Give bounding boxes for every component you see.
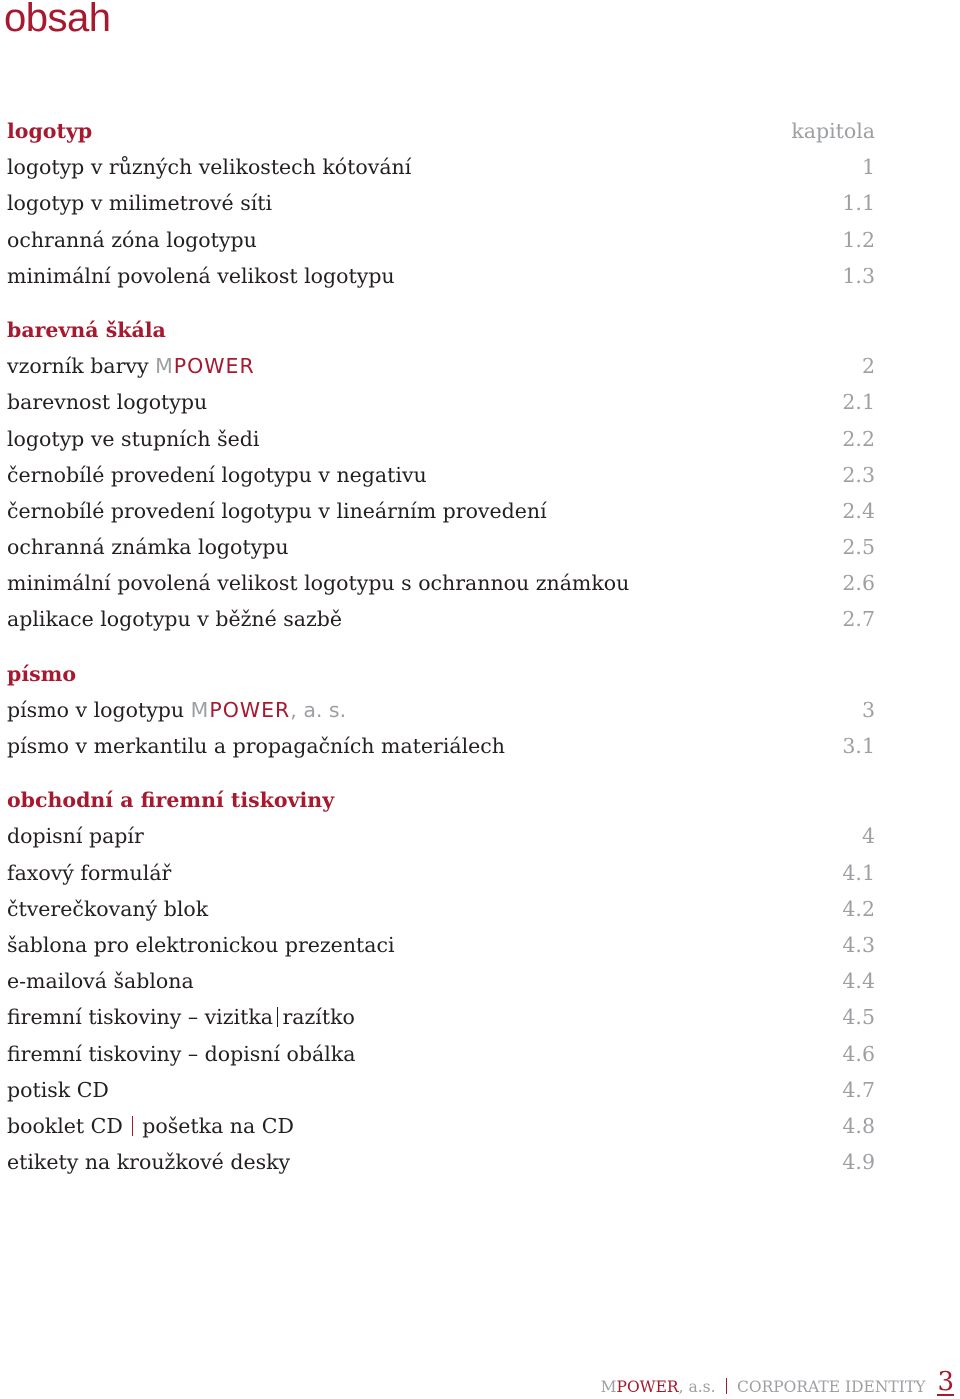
toc-entry[interactable] [7,1108,875,1144]
toc-entry-number: 2 [861,354,875,379]
brand-name [155,354,255,378]
toc-entry[interactable] [7,692,875,728]
toc-entry-number: 4.1 [842,860,875,885]
brand-initial: M [155,354,174,379]
toc-entry-label: černobílé provedení logotypu v negativu [7,462,427,487]
toc-entry[interactable] [7,963,875,999]
toc-entry-label: barevnost logotypu [7,390,208,415]
toc-entry-number: 2.5 [842,535,875,560]
chapter-column-label: kapitola [791,119,875,143]
toc-heading[interactable] [7,312,875,348]
toc-entry-label: potisk CD [7,1077,109,1102]
toc-entry-number: 2.1 [842,390,875,415]
toc-entry-number: 1 [861,155,875,180]
toc-heading-label: písmo [7,661,77,686]
toc-entry-label: minimální povolená velikost logotypu [7,263,395,288]
toc-entry[interactable] [7,927,875,963]
toc-section-tiskoviny [7,782,875,1180]
toc-entry-label: šablona pro elektronickou prezentaci [7,932,395,957]
toc-heading-label: logotyp [7,119,93,143]
toc-entry-label: písmo v merkantilu a propagačních materiálech [7,734,505,758]
toc-entry[interactable] [7,1144,875,1180]
separator-bar [277,1007,279,1027]
toc-entry-label: razítko [282,1005,355,1030]
page-number: 3 [937,1367,954,1397]
toc-entry-number: 3 [861,697,875,722]
toc-entry[interactable] [7,348,875,384]
toc-entry[interactable] [7,601,875,637]
toc-entry[interactable] [7,529,875,565]
table-of-contents [7,113,875,1198]
toc-entry-number: 2.4 [842,498,875,523]
toc-entry-number: 4.8 [842,1113,875,1138]
toc-heading-label: obchodní a firemní tiskoviny [7,788,335,813]
toc-entry-number: 4.9 [842,1150,875,1175]
toc-entry-number: 2.7 [842,607,875,632]
toc-entry-number: 4 [861,824,875,849]
toc-entry-label: logotyp v různých velikostech kótování [7,155,412,180]
brand-initial: M [190,697,210,722]
toc-entry-number: 2.3 [842,462,875,487]
toc-entry-number: 4.7 [842,1077,875,1102]
toc-heading[interactable] [7,782,875,818]
toc-entry-label: černobílé provedení logotypu v lineárním provedení [7,498,547,523]
toc-heading[interactable] [7,656,875,692]
toc-entry[interactable] [7,1072,875,1108]
toc-entry-number: 2.6 [842,571,875,596]
toc-entry-label: ochranná známka logotypu [7,535,289,560]
toc-entry[interactable] [7,891,875,927]
toc-entry-number: 2.2 [842,426,875,451]
toc-heading[interactable] [7,113,875,149]
toc-entry-number: 4.5 [842,1005,875,1030]
toc-entry-number: 4.6 [842,1041,875,1066]
toc-entry-label: vzorník barvy [7,354,149,379]
toc-entry[interactable] [7,1036,875,1072]
toc-entry-label: aplikace logotypu v běžné sazbě [7,607,343,632]
toc-entry-label: e-mailová šablona [7,969,194,994]
toc-entry-number: 1.2 [842,227,875,252]
toc-entry[interactable] [7,457,875,493]
toc-entry-label: logotyp ve stupních šedi [7,426,260,451]
toc-entry[interactable] [7,149,875,185]
toc-entry-label: etikety na kroužkové desky [7,1150,291,1175]
toc-entry[interactable] [7,258,875,294]
toc-entry-label: booklet CD [7,1113,123,1138]
toc-entry-label: firemní tiskoviny – dopisní obálka [7,1041,356,1066]
toc-entry-number: 4.3 [842,932,875,957]
page-title: obsah [4,0,111,40]
toc-entry[interactable] [7,728,875,764]
brand-suffix: , a. s. [290,697,347,722]
toc-entry[interactable] [7,493,875,529]
toc-entry-label: minimální povolená velikost logotypu s ochrannou známkou [7,571,630,596]
toc-entry-label: ochranná zóna logotypu [7,227,257,252]
toc-entry-label: písmo v logotypu [7,697,185,722]
toc-entry-label: čtverečkovaný blok [7,896,209,921]
toc-entry[interactable] [7,421,875,457]
footer-label: CORPORATE IDENTITY [737,1378,926,1396]
toc-section-barevna-skala [7,312,875,638]
toc-entry-label: dopisní papír [7,824,144,849]
toc-entry-number: 4.4 [842,969,875,994]
footer-brand-suffix: , a.s. [678,1378,716,1396]
brand-name [191,698,291,722]
toc-entry-label: faxový formulář [7,860,172,885]
page-footer [601,1368,954,1396]
toc-heading-label: barevná škála [7,317,166,342]
toc-entry-number: 3.1 [842,734,875,758]
toc-entry[interactable] [7,384,875,420]
toc-entry[interactable] [7,565,875,601]
toc-entry-number: 1.3 [842,263,875,288]
brand-rest: POWER [173,354,255,379]
toc-entry[interactable] [7,185,875,221]
toc-entry[interactable] [7,855,875,891]
footer-separator [726,1378,728,1394]
footer-brand [601,1378,716,1396]
separator-bar [132,1116,134,1136]
footer-brand-rest: POWER [616,1378,679,1396]
toc-section-pismo [7,656,875,765]
toc-entry[interactable] [7,818,875,854]
toc-entry-label: firemní tiskoviny – vizitka [7,1005,273,1030]
toc-entry[interactable] [7,999,875,1035]
toc-section-logotyp [7,113,875,294]
toc-entry-number: 1.1 [842,191,875,216]
brand-rest: POWER [209,697,291,722]
footer-brand-initial: M [600,1378,617,1396]
toc-entry-label: pošetka na CD [142,1113,294,1138]
toc-entry[interactable] [7,222,875,258]
toc-entry-number: 4.2 [842,896,875,921]
toc-entry-label: logotyp v milimetrové síti [7,191,273,216]
